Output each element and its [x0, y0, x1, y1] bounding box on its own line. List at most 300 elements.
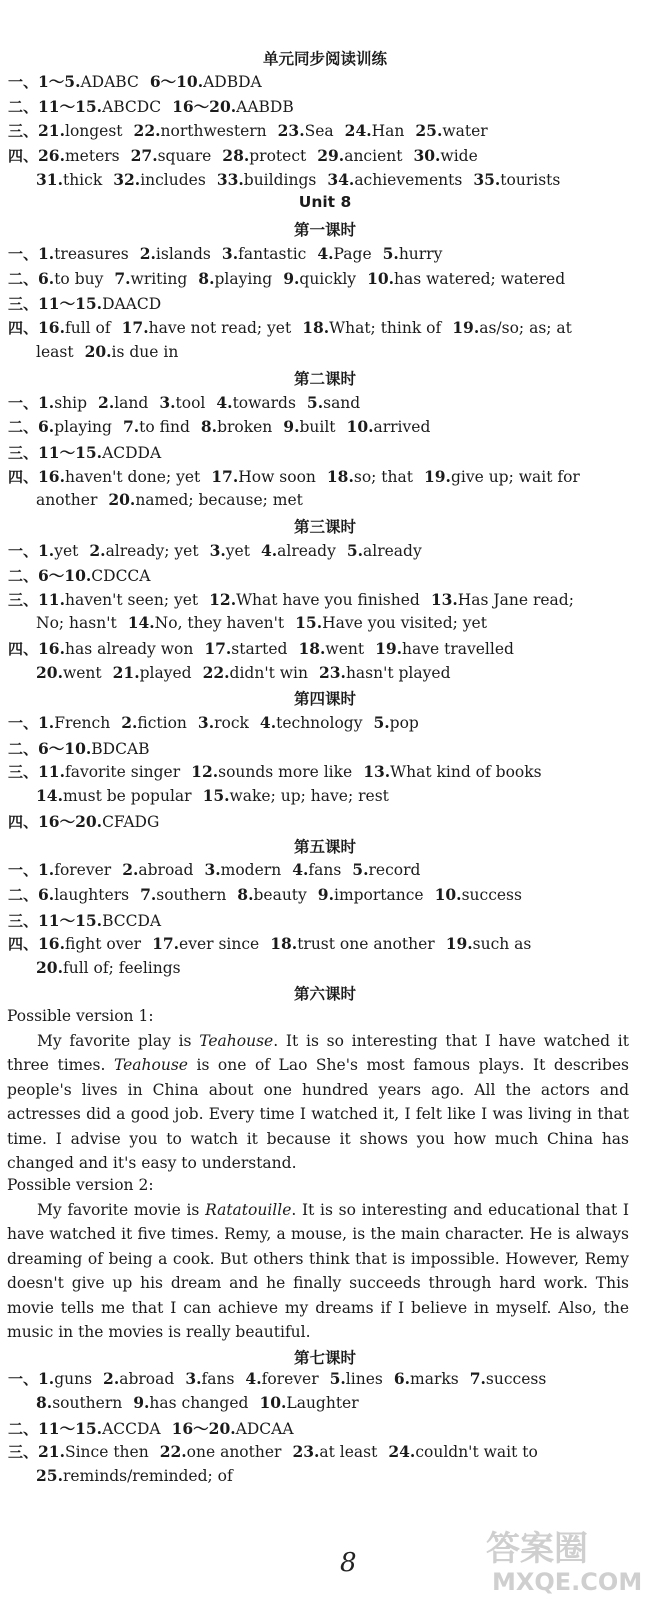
item-number: 19. — [445, 934, 473, 953]
l2-row-4 — [8, 466, 638, 487]
answer-text: full of — [64, 319, 111, 337]
l4-row-3 — [8, 761, 638, 782]
answer-text: couldn't wait to — [415, 1443, 538, 1461]
answer-text: AABDB — [236, 98, 294, 116]
answer-text: ancient — [344, 147, 403, 165]
item-number: 18. — [326, 467, 354, 486]
answer-text: already — [277, 542, 336, 560]
answer-text: thick — [62, 171, 103, 189]
l2-row-2 — [8, 416, 638, 437]
answer-text: went — [62, 664, 102, 682]
item-number: 10. — [346, 417, 374, 436]
answer-text: ABCDC — [102, 98, 162, 116]
l1-row-3 — [8, 292, 638, 314]
answer-text: success — [461, 886, 522, 904]
item-number: 30. — [413, 146, 441, 165]
answer-text: playing — [54, 418, 112, 436]
answer-text: modern — [220, 861, 282, 879]
item-number: 18. — [270, 934, 298, 953]
part-label: 二、 — [8, 418, 39, 436]
version-1-paragraph — [7, 1029, 629, 1175]
answer-text: land — [114, 394, 149, 412]
item-number: 2. — [122, 860, 139, 879]
part-label: 四、 — [8, 319, 39, 337]
answer-text: longest — [64, 122, 123, 140]
item-number: 20. — [108, 490, 136, 509]
answer-text: must be popular — [62, 787, 192, 805]
title-italic: Teahouse — [199, 1032, 274, 1050]
answer-text: CFADG — [102, 813, 160, 831]
item-number: 2. — [98, 393, 115, 412]
answer-text: already; yet — [105, 542, 199, 560]
part-label: 一、 — [8, 714, 39, 732]
item-number: 12. — [191, 762, 219, 781]
l2-row-1 — [8, 392, 638, 413]
l5-row-1 — [8, 859, 638, 880]
answer-text: fantastic — [238, 245, 307, 263]
answer-text: No, they haven't — [154, 614, 285, 632]
item-number: 35. — [473, 170, 501, 189]
answer-text: has changed — [149, 1394, 249, 1412]
answer-text: have not read; yet — [148, 319, 292, 337]
part-label: 三、 — [8, 122, 39, 140]
item-number: 3. — [197, 713, 215, 732]
answer-text: forever — [261, 1370, 319, 1388]
lesson-title-5: 第五课时 — [293, 838, 356, 856]
item-number: 5. — [329, 1369, 346, 1388]
item-number: 27. — [130, 146, 158, 165]
item-number: 24. — [344, 121, 372, 140]
range-number: 6～10. — [38, 739, 92, 758]
item-number: 15. — [295, 613, 323, 632]
item-number: 9. — [317, 885, 334, 904]
answer-text: southern — [52, 1394, 123, 1412]
version-2-label: Possible version 2: — [7, 1176, 154, 1194]
item-number: 1. — [38, 860, 55, 879]
item-number: 20. — [36, 958, 63, 977]
part-label: 二、 — [8, 886, 39, 904]
sync-row-2 — [8, 95, 638, 117]
item-number: 23. — [277, 121, 305, 140]
answer-text: islands — [155, 245, 211, 263]
item-number: 23. — [292, 1442, 320, 1461]
item-number: 3. — [159, 393, 176, 412]
answer-text: is due in — [111, 343, 179, 361]
l4-row-1 — [8, 712, 638, 733]
l3-row-6 — [36, 663, 650, 682]
item-number: 9. — [283, 417, 300, 436]
answer-text: guns — [54, 1370, 93, 1388]
answer-text: What have you finished — [236, 591, 420, 609]
answer-text: to buy — [54, 270, 104, 288]
item-number: 22. — [202, 663, 230, 682]
answer-text: started — [231, 640, 288, 658]
range-number: 6～10. — [38, 566, 92, 585]
answer-text: such as — [472, 935, 532, 953]
answer-text: BDCAB — [91, 740, 150, 758]
part-label: 一、 — [8, 861, 39, 879]
text-run: . It is so interesting that I have watched it three times. — [7, 1032, 629, 1075]
answer-text: ACDDA — [102, 444, 162, 462]
part-label: 四、 — [8, 813, 39, 831]
item-number: 2. — [89, 541, 106, 560]
lesson-title-2: 第二课时 — [293, 370, 356, 388]
item-number: 7. — [469, 1369, 486, 1388]
lesson-title-1: 第一课时 — [293, 221, 356, 239]
range-number: 11～15. — [38, 97, 103, 116]
answer-text: laughters — [54, 886, 130, 904]
lesson-title-4: 第四课时 — [293, 690, 356, 708]
item-number: 3. — [204, 860, 221, 879]
l3-row-3 — [8, 589, 638, 610]
item-number: 24. — [388, 1442, 416, 1461]
item-number: 17. — [152, 934, 180, 953]
answer-text: ever since — [179, 935, 260, 953]
answer-text: haven't done; yet — [64, 468, 201, 486]
item-number: 4. — [317, 244, 334, 263]
l7-row-1 — [8, 1368, 638, 1389]
l1-row-1 — [8, 243, 638, 264]
item-number: 8. — [198, 269, 215, 288]
part-label: 二、 — [8, 740, 39, 758]
item-number: 8. — [200, 417, 218, 436]
text-run: My favorite movie is — [37, 1201, 206, 1219]
part-label: 一、 — [8, 542, 39, 560]
answer-text: one another — [186, 1443, 282, 1461]
answer-text: southern — [156, 886, 227, 904]
answer-text: yet — [54, 542, 79, 560]
answer-text: CDCCA — [91, 567, 151, 585]
answer-text: trust one another — [297, 935, 435, 953]
part-label: 四、 — [8, 640, 39, 658]
answer-text: What kind of books — [390, 763, 542, 781]
answer-text: playing — [214, 270, 273, 288]
item-number: 16. — [38, 318, 65, 337]
watermark-en: MXQE.COM — [492, 1568, 643, 1596]
range-number: 11～15. — [38, 443, 103, 462]
lesson-title-7: 第七课时 — [293, 1349, 356, 1367]
part-label: 三、 — [8, 912, 39, 930]
answer-text: fiction — [137, 714, 187, 732]
answer-text: importance — [333, 886, 424, 904]
item-number: 19. — [375, 639, 403, 658]
part-label: 四、 — [8, 468, 39, 486]
answer-text: square — [157, 147, 212, 165]
part-label: 一、 — [8, 394, 39, 412]
answer-text: played — [139, 664, 192, 682]
l4-row-2 — [8, 737, 638, 759]
part-label: 二、 — [8, 270, 39, 288]
item-number: 2. — [103, 1369, 120, 1388]
title-italic: Ratatouille — [205, 1201, 292, 1219]
item-number: 26. — [38, 146, 65, 165]
answer-text: rock — [214, 714, 249, 732]
item-number: 5. — [352, 860, 369, 879]
item-number: 10. — [259, 1393, 287, 1412]
item-number: 17. — [121, 318, 149, 337]
item-number: 21. — [38, 1442, 65, 1461]
answer-text: DAACD — [102, 295, 162, 313]
answer-text: Since then — [64, 1443, 149, 1461]
item-number: 9. — [283, 269, 300, 288]
item-number: 1. — [38, 1369, 55, 1388]
answer-text: tourists — [500, 171, 561, 189]
item-number: 18. — [298, 639, 326, 658]
item-number: 20. — [36, 663, 63, 682]
part-label: 四、 — [8, 935, 39, 953]
lesson-title-3: 第三课时 — [293, 518, 356, 536]
item-number: 10. — [367, 269, 395, 288]
item-number: 8. — [237, 885, 254, 904]
answer-text: built — [299, 418, 336, 436]
answer-text: fight over — [64, 935, 142, 953]
part-label: 四、 — [8, 147, 39, 165]
range-number: 11～15. — [38, 911, 103, 930]
answer-text: sounds more like — [218, 763, 353, 781]
l3-row-1 — [8, 540, 638, 561]
watermark-logo-icon — [478, 1520, 646, 1596]
item-number: 11. — [38, 590, 65, 609]
item-number: 31. — [36, 170, 63, 189]
answer-text: full of; feelings — [62, 959, 181, 977]
answer-text: quickly — [299, 270, 357, 288]
answer-text: broken — [217, 418, 273, 436]
part-label: 三、 — [8, 444, 39, 462]
answer-text: so; that — [353, 468, 413, 486]
l5-row-5 — [36, 958, 650, 977]
item-number: 1. — [38, 541, 55, 560]
item-number: 3. — [221, 244, 239, 263]
answer-text: Han — [371, 122, 405, 140]
answer-text: pop — [389, 714, 419, 732]
part-label: 三、 — [8, 591, 39, 609]
answer-text: ADCAA — [235, 1420, 294, 1438]
answer-text: wide — [440, 147, 478, 165]
item-number: 22. — [159, 1442, 187, 1461]
item-number: 19. — [452, 318, 480, 337]
answer-text: What; think of — [329, 319, 442, 337]
l1-row-4 — [8, 317, 638, 338]
item-number: 17. — [204, 639, 232, 658]
item-number: 17. — [211, 467, 239, 486]
l7-row-3 — [8, 1417, 638, 1439]
l5-row-4 — [8, 933, 638, 954]
answer-text: meters — [64, 147, 120, 165]
answer-text: towards — [232, 394, 296, 412]
answer-text: fans — [201, 1370, 235, 1388]
item-number: 4. — [245, 1369, 262, 1388]
range-number: 11～15. — [38, 1419, 103, 1438]
item-number: 5. — [373, 713, 390, 732]
answer-text: Has Jane read; — [457, 591, 574, 609]
answer-text: success — [485, 1370, 547, 1388]
item-number: 13. — [430, 590, 458, 609]
answer-text: ADBDA — [203, 73, 262, 91]
l2-row-5 — [36, 490, 650, 509]
l5-row-2 — [8, 884, 638, 905]
item-number: 18. — [302, 318, 330, 337]
item-number: 2. — [139, 244, 156, 263]
item-number: 8. — [36, 1393, 53, 1412]
item-number: 14. — [36, 786, 63, 805]
item-number: 22. — [133, 121, 161, 140]
item-number: 16. — [38, 934, 65, 953]
answer-text: hurry — [398, 245, 443, 263]
range-number: 16～20. — [172, 97, 237, 116]
item-number: 5. — [382, 244, 399, 263]
item-number: 12. — [209, 590, 237, 609]
item-number: 19. — [423, 467, 451, 486]
answer-text: as/so; as; at — [479, 319, 572, 337]
answer-text: abroad — [119, 1370, 175, 1388]
answer-text: at least — [319, 1443, 378, 1461]
item-number: 21. — [112, 663, 140, 682]
l3-row-2 — [8, 564, 638, 586]
answer-text: French — [54, 714, 111, 732]
answer-text: favorite singer — [64, 763, 181, 781]
answer-text: abroad — [138, 861, 194, 879]
answer-text: has watered; watered — [394, 270, 566, 288]
item-number: 16. — [38, 467, 65, 486]
answer-text: protect — [249, 147, 307, 165]
part-label: 二、 — [8, 98, 39, 116]
item-number: 11. — [38, 762, 65, 781]
answer-text: haven't seen; yet — [64, 591, 199, 609]
answer-text: Page — [333, 245, 372, 263]
answer-text: includes — [140, 171, 206, 189]
version-1-label: Possible version 1: — [7, 1007, 154, 1025]
item-number: 25. — [36, 1466, 63, 1485]
answer-text: yet — [225, 542, 250, 560]
l4-row-5 — [8, 810, 638, 832]
part-label: 一、 — [8, 245, 39, 263]
answer-text: arrived — [373, 418, 431, 436]
item-number: 33. — [216, 170, 244, 189]
answer-text: writing — [130, 270, 188, 288]
answer-text: Have you visited; yet — [322, 614, 487, 632]
item-number: 4. — [260, 541, 278, 560]
answer-text: fans — [308, 861, 342, 879]
answer-text: wake; up; have; rest — [229, 787, 389, 805]
part-label: 二、 — [8, 1420, 39, 1438]
part-label: 二、 — [8, 567, 39, 585]
item-number: 6. — [38, 885, 55, 904]
range-number: 1～5. — [38, 72, 81, 91]
item-number: 6. — [38, 417, 55, 436]
sync-row-4 — [8, 145, 638, 166]
item-number: 4. — [216, 393, 233, 412]
answer-text: treasures — [54, 245, 129, 263]
l3-row-4 — [36, 613, 650, 632]
part-label: 三、 — [8, 1443, 39, 1461]
item-number: 1. — [38, 244, 55, 263]
item-number: 29. — [317, 146, 345, 165]
answer-text: water — [442, 122, 488, 140]
answer-text: BCCDA — [102, 912, 162, 930]
item-number: 7. — [140, 885, 157, 904]
answer-text: to find — [139, 418, 190, 436]
range-number: 11～15. — [38, 294, 103, 313]
answer-text: didn't win — [229, 664, 308, 682]
text-run: My favorite play is — [37, 1032, 200, 1050]
answer-text: reminds/reminded; of — [62, 1467, 233, 1485]
sync-row-3 — [8, 120, 638, 141]
answer-text: technology — [276, 714, 363, 732]
answer-text: lines — [345, 1370, 383, 1388]
item-number: 6. — [393, 1369, 411, 1388]
version-2-paragraph — [7, 1198, 629, 1344]
sync-row-5 — [36, 170, 650, 189]
item-number: 23. — [318, 663, 346, 682]
answer-text: beauty — [253, 886, 307, 904]
answer-text: Sea — [304, 122, 334, 140]
item-number: 21. — [38, 121, 65, 140]
item-number: 3. — [209, 541, 226, 560]
item-number: 6. — [38, 269, 55, 288]
item-number: 14. — [127, 613, 155, 632]
answer-text: hasn't played — [345, 664, 451, 682]
answer-text: have travelled — [402, 640, 514, 658]
item-number: 16. — [38, 639, 65, 658]
answer-text: achievements — [354, 171, 463, 189]
item-number: 4. — [259, 713, 277, 732]
answer-text: give up; wait for — [450, 468, 580, 486]
section-title-unit-sync: 单元同步阅读训练 — [262, 50, 387, 68]
answer-text: How soon — [238, 468, 316, 486]
unit-title: Unit 8 — [298, 193, 352, 211]
page-number: 8 — [340, 1548, 357, 1578]
item-number: 7. — [114, 269, 131, 288]
l2-row-3 — [8, 441, 638, 463]
item-number: 20. — [84, 342, 112, 361]
range-number: 16～20. — [171, 1419, 236, 1438]
item-number: 1. — [38, 713, 55, 732]
l7-row-5 — [36, 1466, 650, 1485]
item-number: 5. — [346, 541, 364, 560]
item-number: 9. — [133, 1393, 150, 1412]
answer-text: buildings — [243, 171, 317, 189]
answer-text: record — [368, 861, 421, 879]
l7-row-2 — [36, 1393, 650, 1412]
text-run: . It is so interesting and educational that I have watched it five times. Remy, a mouse, is the main character. He is always dreaming of being a cook. But others think that is impossible. However, Remy doesn't give up his dream and he finally succeeds through hard work. This movie tells me that I can achieve my dreams if I believe in myself. Also, the music in the movies is really beautiful. — [7, 1201, 630, 1342]
answer-text: tool — [175, 394, 206, 412]
lesson-title-6: 第六课时 — [293, 985, 356, 1003]
l1-row-5 — [36, 342, 650, 361]
item-number: 1. — [38, 393, 55, 412]
continued-answer: another — [36, 491, 98, 509]
item-number: 13. — [363, 762, 391, 781]
part-label: 三、 — [8, 295, 39, 313]
item-number: 25. — [415, 121, 443, 140]
text-run: is one of Lao She's most famous plays. It describes people's lives in China about one hundred years ago. All the actors and actresses did a good job. Every time I watched it, I felt like I was living in that time. I advise you to watch it because it shows you how much China has changed and it's easy to understand. — [7, 1056, 629, 1173]
l4-row-4 — [36, 786, 650, 805]
title-italic: Teahouse — [113, 1056, 188, 1075]
watermark-cn: 答案圈 — [486, 1529, 588, 1569]
part-label: 三、 — [8, 763, 39, 781]
l1-row-2 — [8, 268, 638, 289]
answer-text: went — [325, 640, 365, 658]
answer-text: already — [363, 542, 422, 560]
item-number: 3. — [185, 1369, 202, 1388]
sync-row-1 — [8, 70, 638, 92]
l3-row-5 — [8, 638, 638, 659]
answer-text: Laughter — [286, 1394, 359, 1412]
answer-text: sand — [323, 394, 361, 412]
answer-text: ACCDA — [102, 1420, 161, 1438]
answer-text: ADABC — [80, 73, 139, 91]
item-number: 5. — [306, 393, 324, 412]
item-number: 15. — [202, 786, 230, 805]
